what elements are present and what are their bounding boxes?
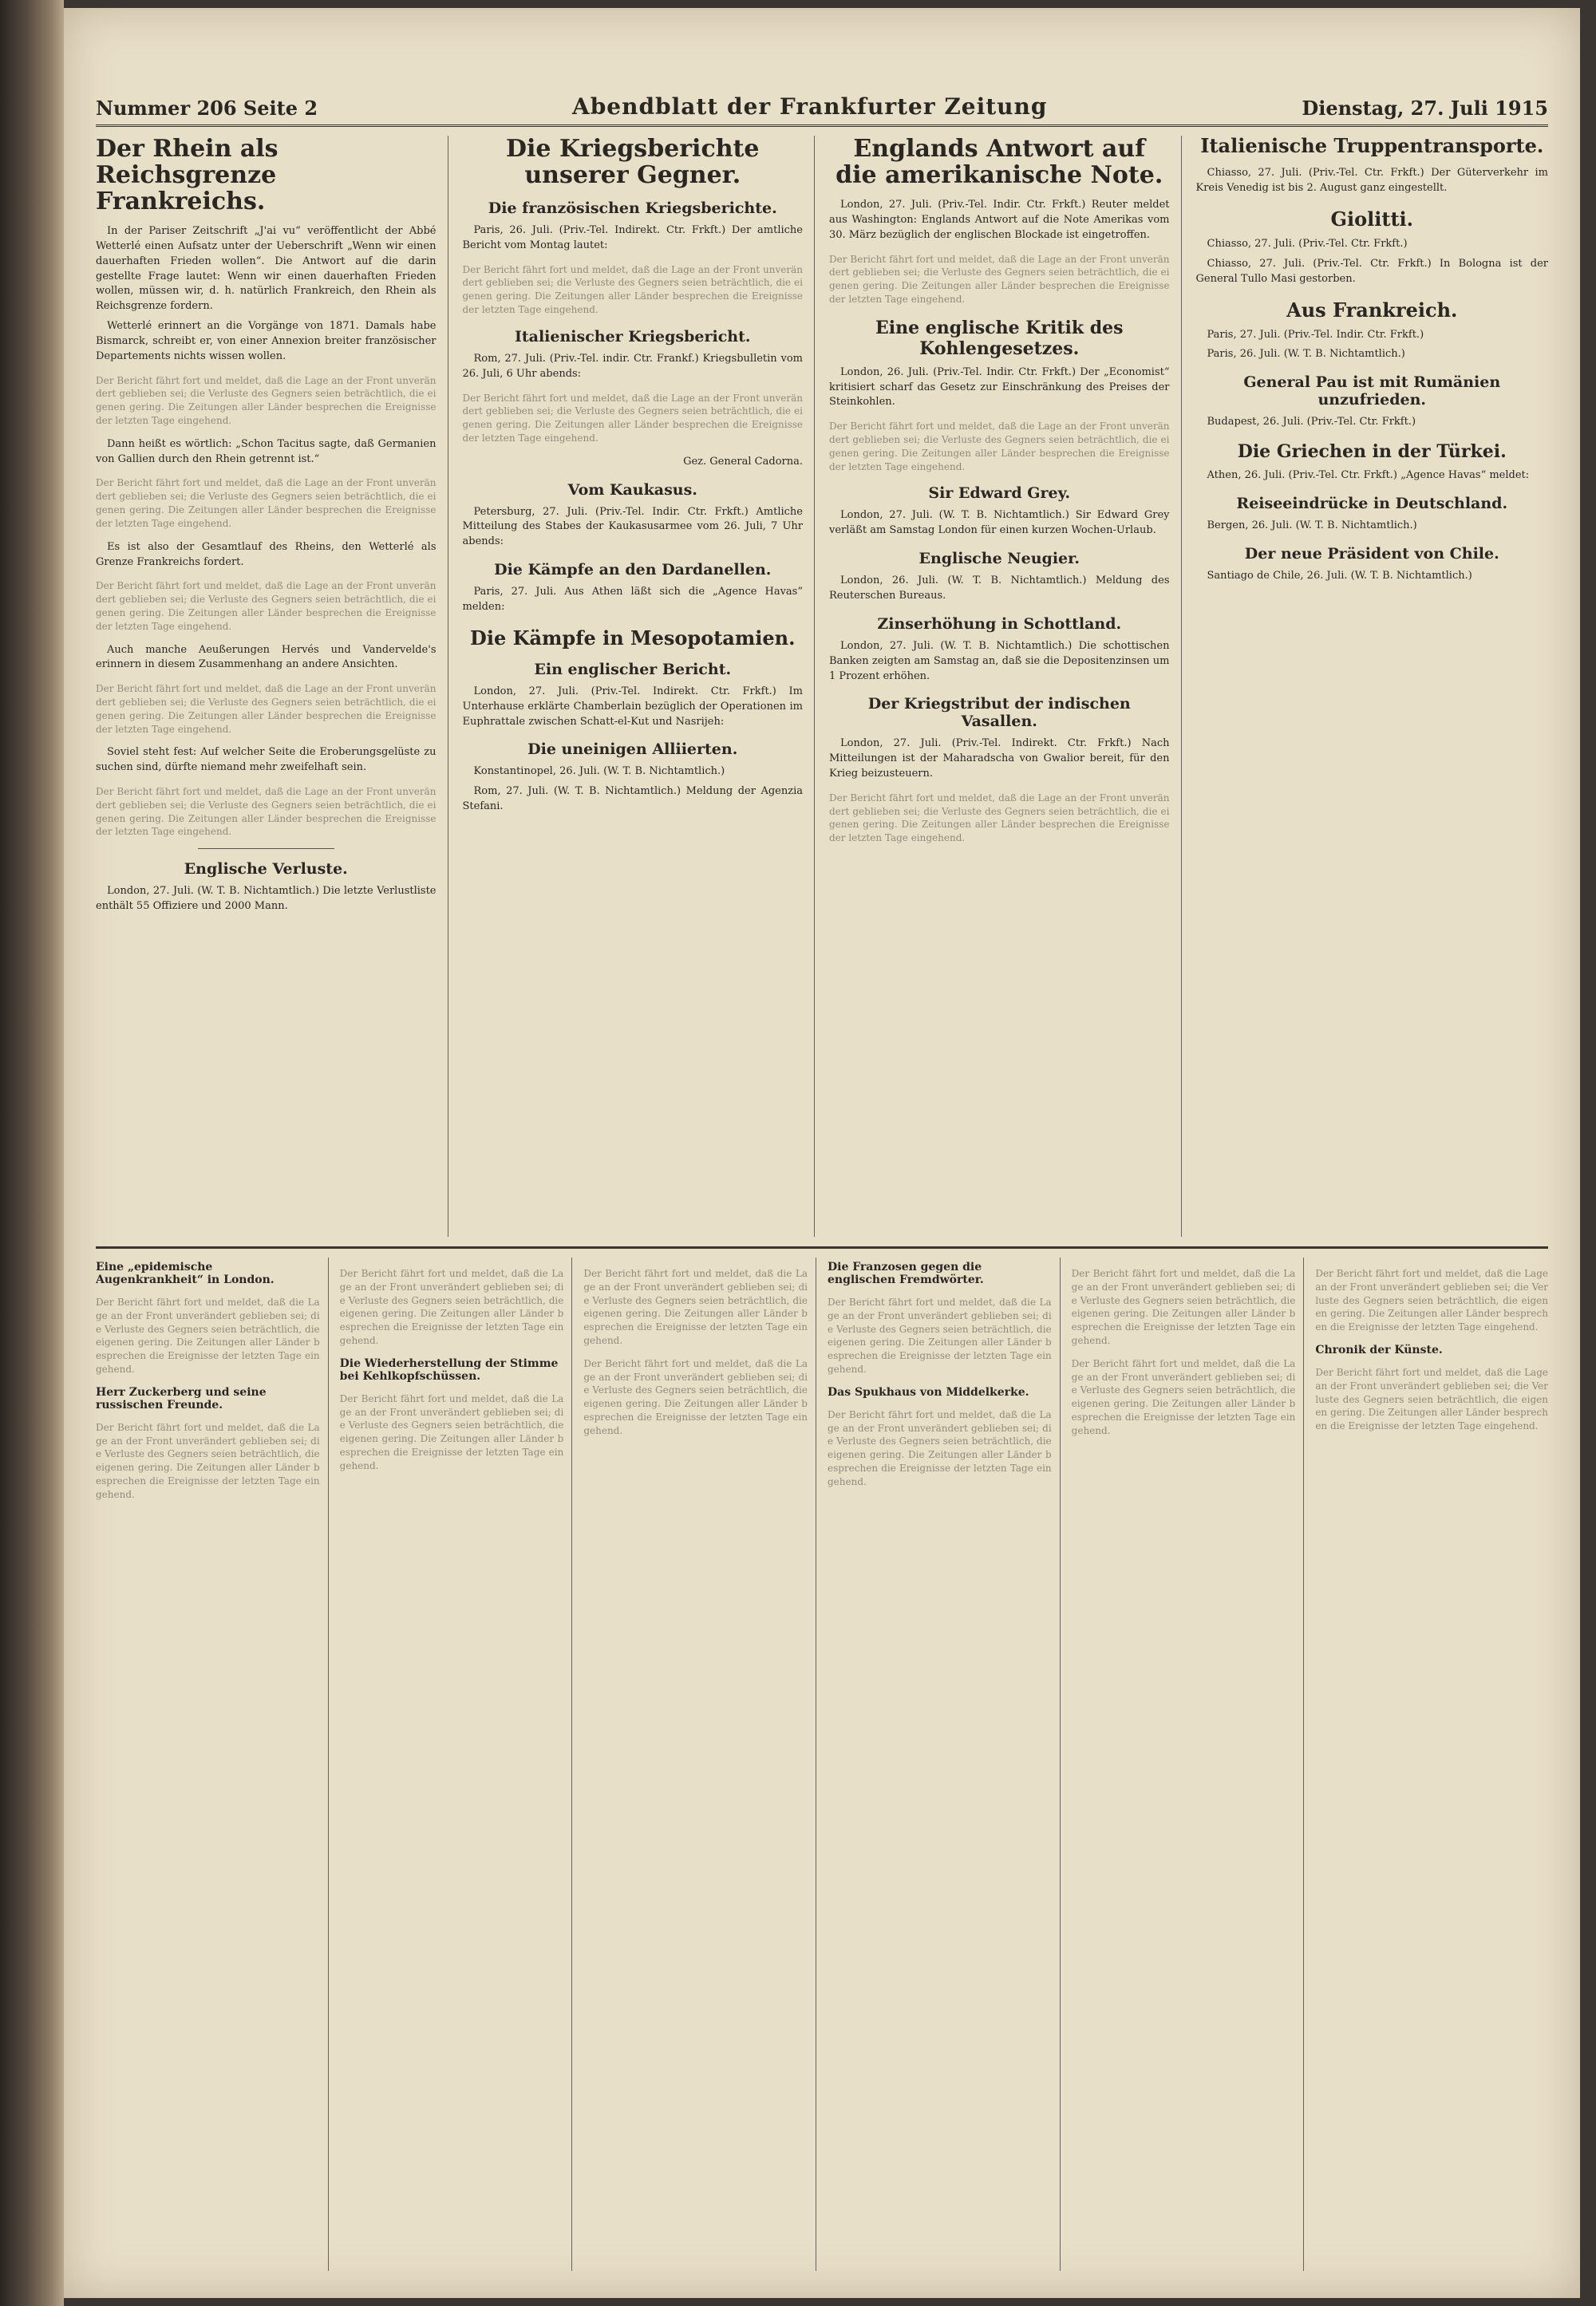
- feuilleton-heading: Chronik der Künste.: [1315, 1343, 1443, 1356]
- filler-text: Der Bericht fährt fort und meldet, daß die Lage an der Front unverändert geblieben sei; die Verluste des Gegners seien beträchtlich, die eigenen gering. Die Zeitungen aller Länder besprechen die Ereignisse der letzten Tage eingehend.: [583, 1357, 808, 1436]
- feuilleton-column-1: [96, 1258, 329, 2271]
- newspaper-title: Abendblatt der Frankfurter Zeitung: [571, 93, 1048, 120]
- filler-text: Der Bericht fährt fort und meldet, daß die Lage an der Front unverändert geblieben sei; die Verluste des Gegners seien beträchtlich, die eigenen gering. Die Zeitungen aller Länder besprechen die Ereignisse der letzten Tage eingehend.: [829, 792, 1170, 844]
- article-paragraph: Chiasso, 27. Juli. (Priv.-Tel. Ctr. Frkft.) Der Güterverkehr im Kreis Venedig ist bis 2. August ganz eingestellt.: [1195, 167, 1548, 195]
- article-paragraph: Soviel steht fest: Auf welcher Seite die Eroberungsgelüste zu suchen sind, dürfte niemand mehr zweifelhaft sein.: [96, 746, 437, 774]
- article-headline-england-answer: Englands Antwort auf die amerikanische Note.: [836, 136, 1163, 189]
- book-binding: [0, 0, 64, 2306]
- main-columns: [96, 136, 1548, 1237]
- subhead: Italienischer Kriegsbericht.: [514, 327, 751, 346]
- filler-text: Der Bericht fährt fort und meldet, daß die Lage an der Front unverändert geblieben sei; die Verluste des Gegners seien beträchtlich, die eigenen gering. Die Zeitungen aller Länder besprechen die Ereignisse der letzten Tage eingehend.: [1071, 1268, 1296, 1346]
- subhead: Der neue Präsident von Chile.: [1244, 544, 1499, 563]
- filler-text: Der Bericht fährt fort und meldet, daß die Lage an der Front unverändert geblieben sei; die Verluste des Gegners seien beträchtlich, die eigenen gering. Die Zeitungen aller Länder besprechen die Ereignisse der letzten Tage eingehend.: [827, 1408, 1052, 1487]
- article-headline-italian-transports: Italienische Truppentransporte.: [1200, 136, 1544, 157]
- subhead: Die Kämpfe in Mesopotamien.: [470, 626, 796, 650]
- article-paragraph: Wetterlé erinnert an die Vorgänge von 1871. Damals habe Bismarck, schreibt er, von einer Annexion breiter französischer Departements nichts wissen wollen.: [96, 320, 437, 362]
- article-paragraph: Konstantinopel, 26. Juli. (W. T. B. Nichtamtlich.): [473, 765, 725, 778]
- column-4: [1196, 136, 1549, 1237]
- filler-text: Der Bericht fährt fort und meldet, daß die Lage an der Front unverändert geblieben sei; die Verluste des Gegners seien beträchtlich, die eigenen gering. Die Zeitungen aller Länder besprechen die Ereignisse der letzten Tage eingehend.: [96, 1297, 320, 1375]
- filler-text: Der Bericht fährt fort und meldet, daß die Lage an der Front unverändert geblieben sei; die Verluste des Gegners seien beträchtlich, die eigenen gering. Die Zeitungen aller Länder besprechen die Ereignisse der letzten Tage eingehend.: [96, 477, 437, 529]
- subhead: Reiseeindrücke in Deutschland.: [1236, 494, 1508, 512]
- subhead: Sir Edward Grey.: [928, 484, 1071, 503]
- article-paragraph: Athen, 26. Juli. (Priv.-Tel. Ctr. Frkft.) „Agence Havas“ meldet:: [1207, 469, 1530, 482]
- feuilleton-column-3: [583, 1258, 816, 2271]
- filler-text: Der Bericht fährt fort und meldet, daß die Lage an der Front unverändert geblieben sei; die Verluste des Gegners seien beträchtlich, die eigenen gering. Die Zeitungen aller Länder besprechen die Ereignisse der letzten Tage eingehend.: [462, 263, 803, 316]
- column-2: [463, 136, 816, 1237]
- filler-text: Der Bericht fährt fort und meldet, daß die Lage an der Front unverändert geblieben sei; die Verluste des Gegners seien beträchtlich, die eigenen gering. Die Zeitungen aller Länder besprechen die Ereignisse der letzten Tage eingehend.: [829, 421, 1170, 472]
- feuilleton-column-2: [340, 1258, 573, 2271]
- subhead: Englische Neugier.: [918, 550, 1080, 568]
- feuilleton-column-5: [1072, 1258, 1305, 2271]
- article-headline-rhine: Der Rhein als Reichsgrenze Frankreichs.: [96, 136, 279, 215]
- article-paragraph: London, 27. Juli. (Priv.-Tel. Indir. Ctr. Frkft.) Reuter meldet aus Washington: Englands Antwort auf die Note Amerikas vom 30. März bezüglich der englischen Blockade ist eingetroffen.: [829, 199, 1170, 241]
- article-paragraph: Bergen, 26. Juli. (W. T. B. Nichtamtlich.): [1207, 519, 1417, 531]
- article-paragraph: London, 27. Juli. (W. T. B. Nichtamtlich.) Die schottischen Banken zeigten am Samstag an, daß sie die Depositenzinsen um 1 Prozent erhöhen.: [829, 639, 1170, 682]
- article-paragraph: London, 26. Juli. (W. T. B. Nichtamtlich.) Meldung des Reuterschen Bureaus.: [829, 575, 1170, 602]
- subhead: Zinserhöhung in Schottland.: [877, 614, 1122, 633]
- filler-text: Der Bericht fährt fort und meldet, daß die Lage an der Front unverändert geblieben sei; die Verluste des Gegners seien beträchtlich, die eigenen gering. Die Zeitungen aller Länder besprechen die Ereignisse der letzten Tage eingehend.: [829, 253, 1170, 305]
- filler-text: Der Bericht fährt fort und meldet, daß die Lage an der Front unverändert geblieben sei; die Verluste des Gegners seien beträchtlich, die eigenen gering. Die Zeitungen aller Länder besprechen die Ereignisse der letzten Tage eingehend.: [1315, 1268, 1548, 1333]
- article-paragraph: Paris, 26. Juli. (Priv.-Tel. Indirekt. Ctr. Frkft.) Der amtliche Bericht vom Montag lautet:: [462, 224, 803, 251]
- feuilleton-column-4: [828, 1258, 1061, 2271]
- subhead: Vom Kaukasus.: [567, 480, 697, 499]
- feuilleton-divider: [96, 1246, 1548, 1249]
- filler-text: Der Bericht fährt fort und meldet, daß die Lage an der Front unverändert geblieben sei; die Verluste des Gegners seien beträchtlich, die eigenen gering. Die Zeitungen aller Länder besprechen die Ereignisse der letzten Tage eingehend.: [827, 1297, 1052, 1375]
- article-paragraph: Es ist also der Gesamtlauf des Rheins, den Wetterlé als Grenze Frankreichs fordert.: [96, 540, 437, 568]
- subhead: Die französischen Kriegsberichte.: [488, 199, 777, 217]
- subhead: Die uneinigen Alliierten.: [527, 740, 738, 759]
- article-paragraph: Petersburg, 27. Juli. (Priv.-Tel. Indir. Ctr. Frkft.) Amtliche Mitteilung des Stabes der Kaukasusarmee vom 26. Juli, 7 Uhr abends:: [462, 505, 803, 548]
- article-paragraph: London, 27. Juli. (Priv.-Tel. Indirekt. Ctr. Frkft.) Nach Mitteilungen ist der Maharadscha von Gwalior bereit, für den Krieg beizusteuern.: [829, 737, 1170, 780]
- subhead: Giolitti.: [1330, 207, 1413, 231]
- filler-text: Der Bericht fährt fort und meldet, daß die Lage an der Front unverändert geblieben sei; die Verluste des Gegners seien beträchtlich, die eigenen gering. Die Zeitungen aller Länder besprechen die Ereignisse der letzten Tage eingehend.: [96, 683, 437, 735]
- article-paragraph: Paris, 27. Juli. Aus Athen läßt sich die „Agence Havas“ melden:: [462, 586, 803, 613]
- article-paragraph: Chiasso, 27. Juli. (Priv.-Tel. Ctr. Frkft.): [1207, 238, 1408, 251]
- subhead: Eine englische Kritik des Kohlengesetzes.: [875, 317, 1124, 359]
- signature: Gez. General Cadorna.: [683, 455, 803, 468]
- feuilleton-column-6: [1315, 1258, 1548, 2271]
- article-paragraph: Santiago de Chile, 26. Juli. (W. T. B. Nichtamtlich.): [1207, 569, 1472, 582]
- article-paragraph: London, 27. Juli. (W. T. B. Nichtamtlich.) Sir Edward Grey verläßt am Samstag London für einen kurzen Wochen-Urlaub.: [829, 509, 1170, 537]
- feuilleton-heading: Die Franzosen gegen die englischen Fremdwörter.: [827, 1261, 984, 1286]
- filler-text: Der Bericht fährt fort und meldet, daß die Lage an der Front unverändert geblieben sei; die Verluste des Gegners seien beträchtlich, die eigenen gering. Die Zeitungen aller Länder besprechen die Ereignisse der letzten Tage eingehend.: [96, 374, 437, 426]
- feuilleton-heading: Herr Zuckerberg und seine russischen Freunde.: [96, 1385, 267, 1412]
- article-headline-war-reports: Die Kriegsberichte unserer Gegner.: [506, 136, 760, 189]
- article-paragraph: Auch manche Aeußerungen Hervés und Vandervelde's erinnern in diesem Zusammenhang an andere Ansichten.: [96, 643, 437, 671]
- subhead: Die Kämpfe an den Dardanellen.: [494, 561, 772, 579]
- filler-text: Der Bericht fährt fort und meldet, daß die Lage an der Front unverändert geblieben sei; die Verluste des Gegners seien beträchtlich, die eigenen gering. Die Zeitungen aller Länder besprechen die Ereignisse der letzten Tage eingehend.: [339, 1268, 564, 1346]
- filler-text: Der Bericht fährt fort und meldet, daß die Lage an der Front unverändert geblieben sei; die Verluste des Gegners seien beträchtlich, die eigenen gering. Die Zeitungen aller Länder besprechen die Ereignisse der letzten Tage eingehend.: [339, 1392, 564, 1471]
- article-paragraph: Dann heißt es wörtlich: „Schon Tacitus sagte, daß Germanien von Gallien durch den Rhein getrennt ist.“: [96, 437, 437, 465]
- article-paragraph: In der Pariser Zeitschrift „J'ai vu“ veröffentlicht der Abbé Wetterlé einen Aufsatz unter der Ueberschrift „Wenn wir einen dauerhaften Frieden wollen“. Die Antwort auf die darin gestellte Frage lautet: Wenn wir einen dauerhaften Frieden wollen, müssen wir, d. h. natürlich Frankreich, den Rhein als Reichsgrenze fordern.: [96, 225, 437, 313]
- column-1: [96, 136, 448, 1237]
- article-paragraph: London, 27. Juli. (Priv.-Tel. Indirekt. Ctr. Frkft.) Im Unterhause erklärte Chamberlain bezüglich der Operationen im Euphrattale zwischen Schatt-el-Kut und Nasrijeh:: [462, 685, 803, 728]
- subhead: Ein englischer Bericht.: [534, 660, 732, 678]
- subhead: Der Kriegstribut der indischen Vasallen.: [867, 695, 1131, 731]
- masthead: [96, 88, 1548, 127]
- filler-text: Der Bericht fährt fort und meldet, daß die Lage an der Front unverändert geblieben sei; die Verluste des Gegners seien beträchtlich, die eigenen gering. Die Zeitungen aller Länder besprechen die Ereignisse der letzten Tage eingehend.: [583, 1268, 808, 1346]
- filler-text: Der Bericht fährt fort und meldet, daß die Lage an der Front unverändert geblieben sei; die Verluste des Gegners seien beträchtlich, die eigenen gering. Die Zeitungen aller Länder besprechen die Ereignisse der letzten Tage eingehend.: [462, 392, 803, 444]
- article-paragraph: London, 26. Juli. (Priv.-Tel. Indir. Ctr. Frkft.) Der „Economist“ kritisiert scharf das Gesetz zur Einschränkung des Preises der Steinkohlen.: [829, 365, 1170, 409]
- subhead-english-losses: Englische Verluste.: [184, 860, 348, 879]
- filler-text: Der Bericht fährt fort und meldet, daß die Lage an der Front unverändert geblieben sei; die Verluste des Gegners seien beträchtlich, die eigenen gering. Die Zeitungen aller Länder besprechen die Ereignisse der letzten Tage eingehend.: [1071, 1357, 1296, 1436]
- subhead: Aus Frankreich.: [1286, 298, 1458, 322]
- issue-number: Nummer 206 Seite 2: [96, 97, 318, 120]
- article-paragraph: Budapest, 26. Juli. (Priv.-Tel. Ctr. Frkft.): [1207, 416, 1416, 428]
- feuilleton-heading: Eine „epidemische Augenkrankheit“ in London.: [96, 1261, 275, 1286]
- filler-text: Der Bericht fährt fort und meldet, daß die Lage an der Front unverändert geblieben sei; die Verluste des Gegners seien beträchtlich, die eigenen gering. Die Zeitungen aller Länder besprechen die Ereignisse der letzten Tage eingehend.: [96, 580, 437, 632]
- article-paragraph: Rom, 27. Juli. (Priv.-Tel. indir. Ctr. Frankf.) Kriegsbulletin vom 26. Juli, 6 Uhr abends:: [462, 352, 803, 380]
- subhead: Die Griechen in der Türkei.: [1237, 441, 1507, 463]
- divider: [198, 848, 334, 849]
- subhead: General Pau ist mit Rumänien unzufrieden.: [1243, 373, 1501, 409]
- article-paragraph: Rom, 27. Juli. (W. T. B. Nichtamtlich.) Meldung der Agenzia Stefani.: [462, 785, 803, 813]
- filler-text: Der Bericht fährt fort und meldet, daß die Lage an der Front unverändert geblieben sei; die Verluste des Gegners seien beträchtlich, die eigenen gering. Die Zeitungen aller Länder besprechen die Ereignisse der letzten Tage eingehend.: [96, 1421, 320, 1500]
- newspaper-page: [64, 8, 1580, 2298]
- feuilleton-section: [96, 1258, 1548, 2271]
- article-paragraph: Paris, 26. Juli. (W. T. B. Nichtamtlich.): [1207, 348, 1405, 361]
- feuilleton-heading: Die Wiederherstellung der Stimme bei Kehlkopfschüssen.: [339, 1356, 559, 1383]
- issue-date: Dienstag, 27. Juli 1915: [1302, 97, 1548, 120]
- filler-text: Der Bericht fährt fort und meldet, daß die Lage an der Front unverändert geblieben sei; die Verluste des Gegners seien beträchtlich, die eigenen gering. Die Zeitungen aller Länder besprechen die Ereignisse der letzten Tage eingehend.: [1315, 1366, 1548, 1432]
- column-3: [829, 136, 1182, 1237]
- article-paragraph: Chiasso, 27. Juli. (Priv.-Tel. Ctr. Frkft.) In Bologna ist der General Tullo Masi gestorben.: [1195, 257, 1548, 285]
- filler-text: Der Bericht fährt fort und meldet, daß die Lage an der Front unverändert geblieben sei; die Verluste des Gegners seien beträchtlich, die eigenen gering. Die Zeitungen aller Länder besprechen die Ereignisse der letzten Tage eingehend.: [96, 786, 437, 838]
- feuilleton-heading: Das Spukhaus von Middelkerke.: [827, 1385, 1029, 1399]
- article-paragraph: London, 27. Juli. (W. T. B. Nichtamtlich.) Die letzte Verlustliste enthält 55 Offiziere und 2000 Mann.: [96, 885, 437, 913]
- article-paragraph: Paris, 27. Juli. (Priv.-Tel. Indir. Ctr. Frkft.): [1207, 328, 1424, 341]
